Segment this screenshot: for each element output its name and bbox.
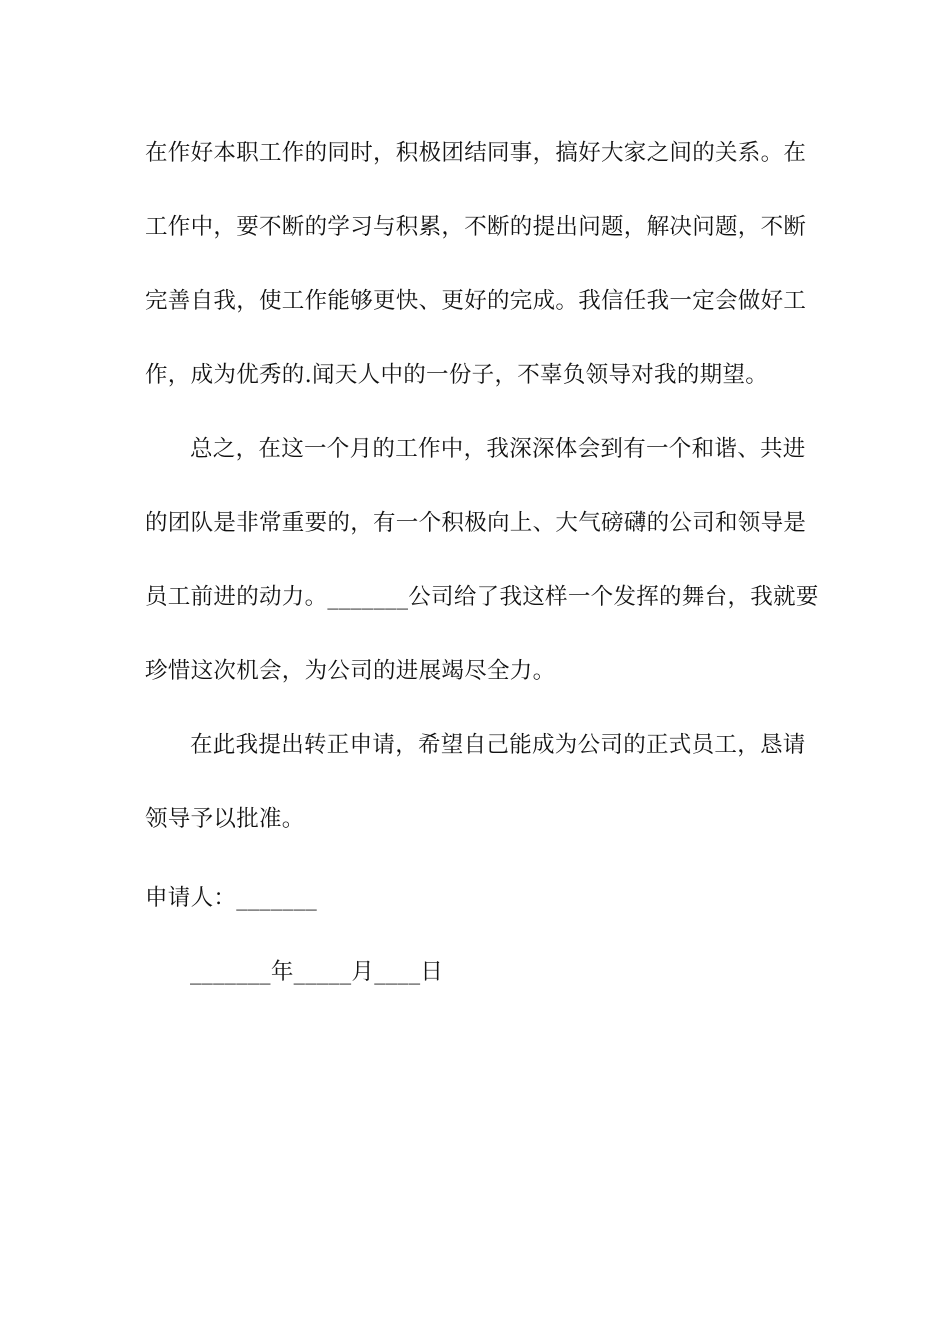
paragraph-line: 作，成为优秀的.闻天人中的一份子，不辜负领导对我的期望。 (145, 362, 769, 388)
paragraph-line: 在作好本职工作的同时，积极团结同事，搞好大家之间的关系。在 (145, 140, 807, 166)
date-line: _______年_____月____日 (190, 959, 444, 985)
paragraph-line: 工作中，要不断的学习与积累，不断的提出问题，解决问题，不断 (145, 214, 807, 240)
paragraph-line: 员工前进的动力。_______公司给了我这样一个发挥的舞台，我就要 (145, 584, 819, 610)
paragraph-line: 总之，在这一个月的工作中，我深深体会到有一个和谐、共进 (190, 436, 806, 462)
paragraph-line: 的团队是非常重要的，有一个积极向上、大气磅礴的公司和领导是 (145, 510, 807, 536)
paragraph-line: 在此我提出转正申请，希望自己能成为公司的正式员工，恳请 (190, 732, 806, 758)
paragraph-line: 完善自我，使工作能够更快、更好的完成。我信任我一定会做好工 (145, 288, 807, 314)
paragraph-line: 领导予以批准。 (145, 806, 305, 832)
paragraph-line: 珍惜这次机会，为公司的进展竭尽全力。 (145, 658, 556, 684)
applicant-signature-line: 申请人：_______ (145, 885, 318, 911)
